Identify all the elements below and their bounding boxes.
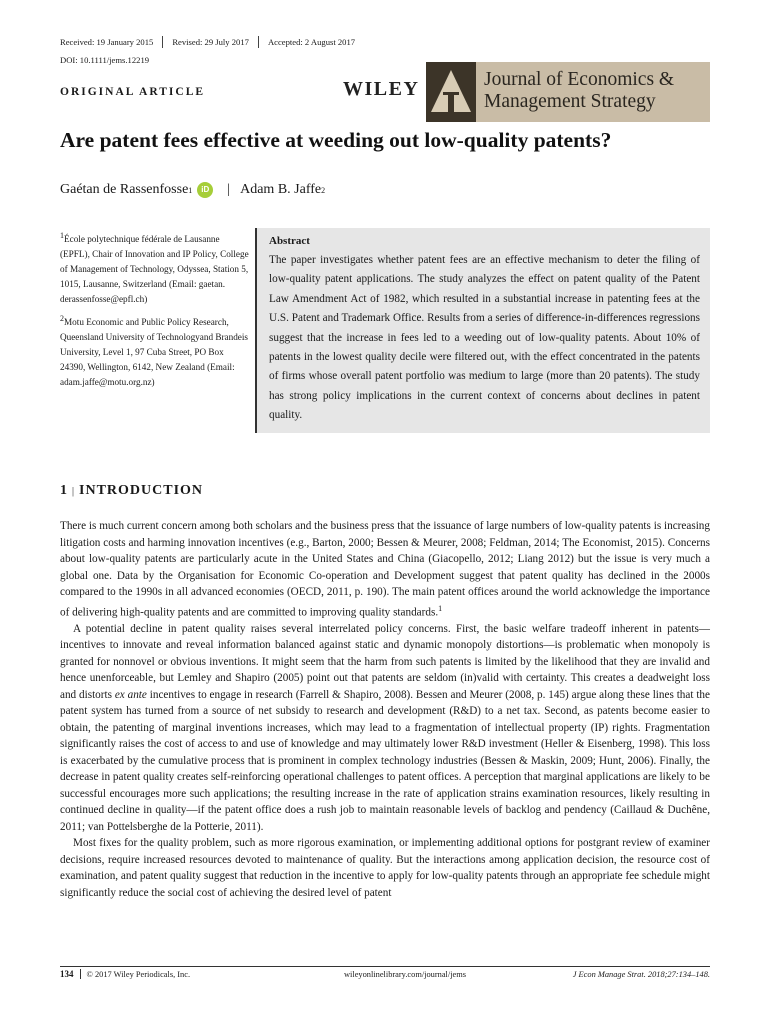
- page-number: 134: [60, 969, 81, 979]
- journal-logo: [426, 62, 710, 122]
- paragraph: Most fixes for the quality problem, such as more rigorous examination, or implementing additional options for postgrant review of examiner decisions, require increased resources devoted to maintenance of quality. But the interactions among application decision, the resource cost of examination, and patent quality suggest that reduction in the incentive to apply for low-quality patents through an appropriate fee schedule might significantly reduce the social cost of achieving the desired level of patent: [60, 837, 710, 899]
- author-affil-marker: 2: [321, 185, 326, 195]
- article-type: ORIGINAL ARTICLE: [60, 86, 206, 98]
- journal-title-line1: Journal of Economics &: [484, 69, 675, 90]
- received-date: Received: 19 January 2015: [60, 37, 154, 47]
- publisher-logo: WILEY: [343, 78, 420, 100]
- page-footer: [60, 969, 710, 979]
- paragraph: There is much current concern among both scholars and the business press that the issuance of large numbers of low-quality patents is increasing litigation costs and harming innovation incentives (e.g., Barton, 2000; Bessen & Meurer, 2008; Feldman, 2014; The Economist, 2015). Concerns about low-quality patents are particularly acute in the United States and China (Giacopello, 2012; Liang 2012) but the issue is very much a global one. Data by the Organisation for Economic Co-operation and Development suggest that patent quality has declined in the 2000s compared to the 1990s in all advanced economies (OECD, 2011, p. 190). The main patent offices around the world acknowledge the importance of delivering high-quality patents and are committed to improving quality standards.$^1$: [60, 520, 710, 619]
- orcid-icon[interactable]: iD: [197, 182, 213, 198]
- section-title: INTRODUCTION: [79, 483, 204, 498]
- abstract-text: The paper investigates whether patent fees are an effective mechanism to deter the filing of low-quality patent applications. The study analyzes the effect on patent quality of the Patent Law Amendment Act of 1982, which resulted in a substantial increase in patenting fees at the U.S. Patent and Trademark Office. Results from a series of difference-in-differences regressions suggest that the increase in fees led to a weeding out of low-quality patents. About 10% of patents in the lowest quality decile were filtered out, with the effect concentrated in the patents of firms whose overall patent portfolio was medium to large (more than 20 patents). The study has strong policy implications in the current context of concerns about declines in patent quality.: [269, 254, 700, 422]
- copyright: © 2017 Wiley Periodicals, Inc.: [86, 969, 191, 979]
- article-dates: [60, 36, 364, 48]
- author-name[interactable]: Gaétan de Rassenfosse: [60, 182, 189, 197]
- journal-title-line2: Management Strategy: [484, 91, 656, 112]
- footer-rule: [60, 966, 710, 967]
- revised-date: Revised: 29 July 2017: [162, 36, 258, 48]
- section-heading: 1 | INTRODUCTION: [60, 483, 204, 498]
- author-separator: |: [227, 182, 231, 197]
- author-list: [60, 182, 325, 198]
- paper-title: Are patent fees effective at weeding out low-quality patents?: [60, 128, 612, 152]
- affiliation: $^2$Motu Economic and Public Policy Research, Queensland University of Technologyand Brandeis University, Level 1, 97 Cuba Street, PO Box 24390, Wellington, 6142, New Zealand (Email: adam.jaffe@motu.org.nz): [60, 314, 248, 388]
- citation: J Econ Manage Strat. 2018;27:134–148.: [572, 969, 710, 979]
- affiliation: $^1$École polytechnique fédérale de Lausanne (EPFL), Chair of Innovation and IP Policy, College of Management of Technology, Odyssea, Station 5, 1015, Lausanne, Switzerland (Email: gaetan. derassenfosse@epfl.ch): [60, 231, 249, 305]
- author-affil-marker: 1: [188, 185, 193, 195]
- journal-emblem-icon: [426, 62, 476, 122]
- doi[interactable]: DOI: 10.1111/jems.12219: [60, 55, 150, 65]
- author-name[interactable]: Adam B. Jaffe: [240, 182, 322, 197]
- abstract-heading: Abstract: [269, 235, 310, 247]
- accepted-date: Accepted: 2 August 2017: [258, 36, 364, 48]
- paragraph: A potential decline in patent quality raises several interrelated policy concerns. First, the basic welfare tradeoff inherent in patents—incentives to innovate and reveal information balanced against static and dynamic monopoly distortions—is problematic when monopoly is granted for nonnovel or obvious inventions. It might seem that the harm from such patents is limited by the likelihood that they are invalid and hence unenforceable, but Lemley and Shapiro (2005) point out that patents are seldom (in)valid with certainty. This creates a deadweight loss and distorts ex ante incentives to engage in research (Farrell & Shapiro, 2008). Bessen and Meurer (2008, p. 145) argue along these lines that the patent system has turned from a source of net subsidy to research and development (R&D) to a net tax. Second, as patents become easier to obtain, the patenting of marginal inventions increases, which may lead to a fragmentation of intellectual property (IP) rights. Fragmentation significantly raises the cost of access to and use of knowledge and may ultimately lower R&D investment (Heller & Eisenberg, 1998). This loss is exacerbated by the cumulative process that is prominent in complex technology industries (Bessen & Maskin, 2009; Hunt, 2006). Finally, the decrease in patent quality creates self-reinforcing operational challenges to patent offices. A perception that marginal applications are likely to be successful encourages more such applications; the resulting increase in the rate of application strains examination resources, likely resulting in continued decline in quality—if the patent office does a rush job to maintain reasonable levels of backlog and pendency (Caillaud & Duchêne, 2011; van Pottelsberghe de la Potterie, 2011).: [60, 622, 710, 833]
- section-number: 1: [60, 483, 68, 498]
- abstract-box: [255, 228, 710, 433]
- affiliations: [60, 228, 250, 394]
- body-text: [60, 518, 710, 901]
- footnote-marker[interactable]: 1: [438, 603, 443, 613]
- journal-url[interactable]: wileyonlinelibrary.com/journal/jems: [344, 969, 467, 979]
